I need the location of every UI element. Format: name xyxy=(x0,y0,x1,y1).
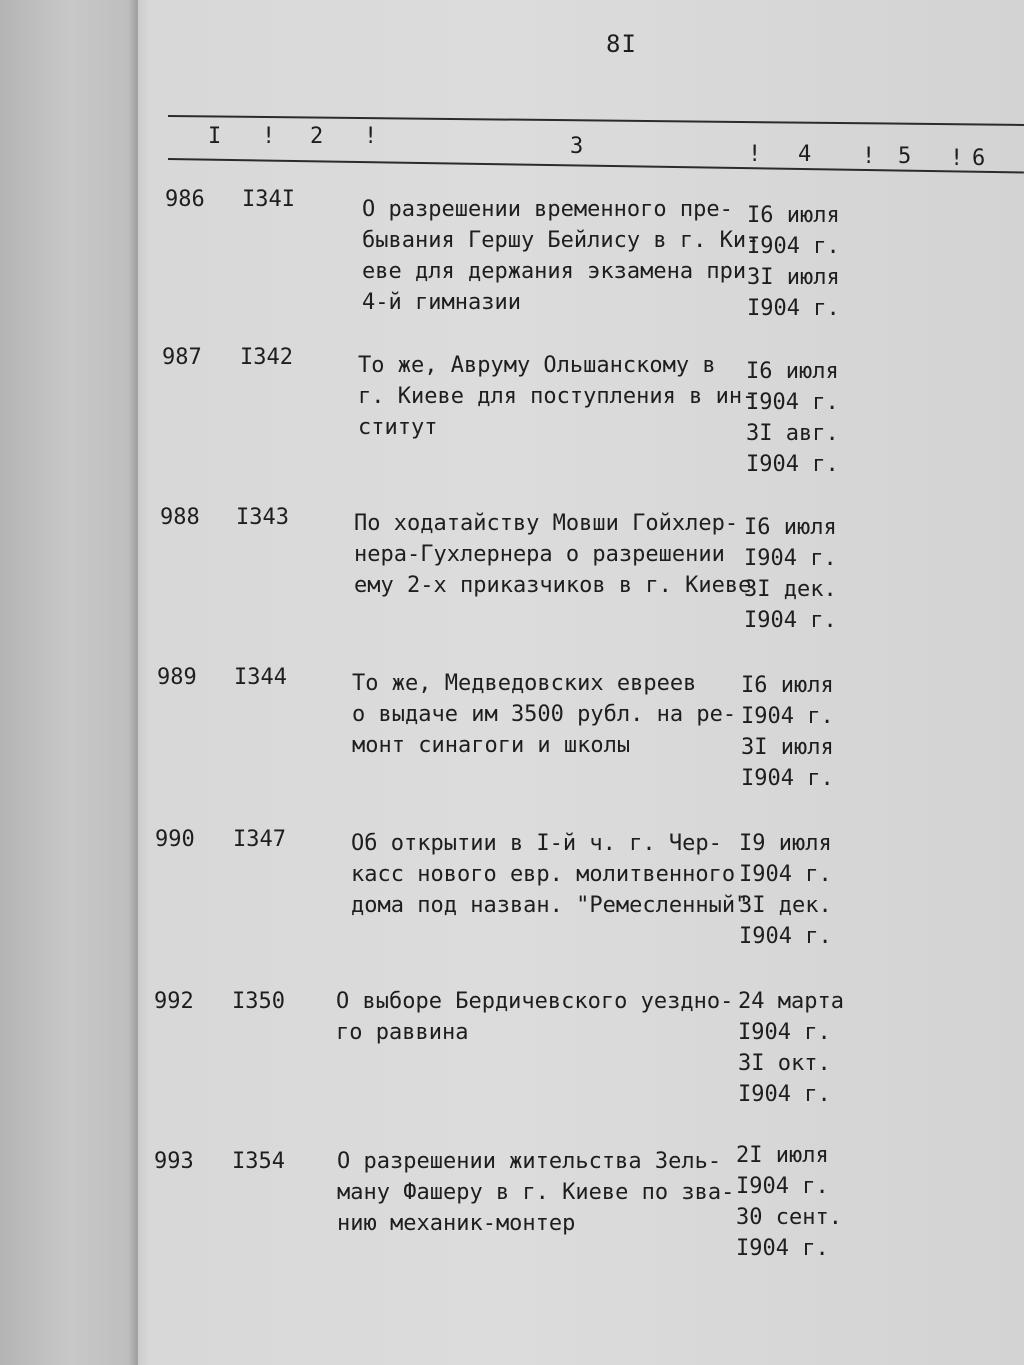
header-sep3: ! xyxy=(748,142,762,167)
description-line: бывания Гершу Бейлису в г. Ки- xyxy=(362,228,760,253)
row-code: I342 xyxy=(240,345,293,370)
date-line: I6 июля xyxy=(746,359,839,384)
header-sep2: ! xyxy=(364,124,378,149)
row-number: 988 xyxy=(160,505,200,530)
header-sep4: ! xyxy=(862,144,876,169)
row-description xyxy=(337,1146,737,1239)
date-line: I904 г. xyxy=(744,608,837,633)
date-line: I904 г. xyxy=(746,452,839,477)
description-line: То же, Авруму Ольшанскому в xyxy=(358,353,716,378)
description-line: о выдаче им 3500 рубл. на ре- xyxy=(352,702,737,727)
date-line: I904 г. xyxy=(736,1174,829,1199)
description-line: г. Киеве для поступления в ин- xyxy=(358,384,756,409)
date-line: I904 г. xyxy=(747,234,840,259)
description-line: То же, Медведовских евреев xyxy=(352,671,697,696)
description-line: 4-й гимназии xyxy=(362,290,521,315)
row-code: I350 xyxy=(232,989,285,1014)
row-description xyxy=(358,350,758,443)
description-line: дома под назван. "Ремесленный" xyxy=(351,893,749,918)
date-line: 3I июля xyxy=(747,265,840,290)
date-line: I6 июля xyxy=(744,515,837,540)
description-line: О разрешении временного пре- xyxy=(362,197,733,222)
date-line: I6 июля xyxy=(747,203,840,228)
row-description xyxy=(336,986,736,1048)
description-line: По ходатайству Мовши Гойхлер- xyxy=(354,511,739,536)
date-line: I904 г. xyxy=(741,704,834,729)
row-dates xyxy=(744,512,874,636)
row-number: 986 xyxy=(165,187,205,212)
row-dates xyxy=(738,986,868,1110)
date-line: 3I дек. xyxy=(744,577,837,602)
date-line: I904 г. xyxy=(738,1020,831,1045)
header-sep5: ! xyxy=(950,146,964,171)
description-line: О разрешении жительства Зель- xyxy=(337,1149,722,1174)
date-line: 3I июля xyxy=(741,735,834,760)
description-line: ману Фашеру в г. Киеве по зва- xyxy=(337,1180,735,1205)
description-line: ститут xyxy=(358,415,438,440)
row-dates xyxy=(741,670,871,794)
header-col4: 4 xyxy=(798,142,812,167)
date-line: I904 г. xyxy=(736,1236,829,1261)
row-code: I347 xyxy=(233,827,286,852)
row-code: I34I xyxy=(242,187,295,212)
date-line: I904 г. xyxy=(747,296,840,321)
date-line: I904 г. xyxy=(746,390,839,415)
row-description xyxy=(352,668,752,761)
header-bottom-rule xyxy=(168,158,1024,173)
description-line: О выборе Бердичевского уездно- xyxy=(336,989,734,1014)
row-description xyxy=(362,194,762,318)
description-line: ему 2-х приказчиков в г. Киеве xyxy=(354,573,752,598)
row-code: I354 xyxy=(232,1149,285,1174)
date-line: I904 г. xyxy=(744,546,837,571)
description-line: го раввина xyxy=(336,1020,469,1045)
row-code: I343 xyxy=(236,505,289,530)
date-line: 24 марта xyxy=(738,989,844,1014)
header-sep1: ! xyxy=(262,124,276,149)
description-line: еве для держания экзамена при xyxy=(362,259,747,284)
row-number: 989 xyxy=(157,665,197,690)
page-number: 8I xyxy=(606,30,637,58)
row-dates xyxy=(736,1140,866,1264)
row-description xyxy=(351,828,751,921)
description-line: касс нового евр. молитвенного xyxy=(351,862,736,887)
header-col6: 6 xyxy=(972,146,986,171)
row-number: 992 xyxy=(154,989,194,1014)
row-number: 993 xyxy=(154,1149,194,1174)
date-line: 30 сент. xyxy=(736,1205,842,1230)
date-line: I6 июля xyxy=(741,673,834,698)
header-top-rule xyxy=(168,115,1024,126)
row-dates xyxy=(746,356,876,480)
date-line: 3I дек. xyxy=(739,893,832,918)
date-line: I9 июля xyxy=(739,831,832,856)
row-number: 987 xyxy=(162,345,202,370)
row-description xyxy=(354,508,754,601)
date-line: 3I окт. xyxy=(738,1051,831,1076)
date-line: I904 г. xyxy=(739,924,832,949)
row-number: 990 xyxy=(155,827,195,852)
row-code: I344 xyxy=(234,665,287,690)
description-line: нера-Гухлернера о разрешении xyxy=(354,542,725,567)
previous-page-edge xyxy=(0,0,138,1365)
description-line: Об открытии в I-й ч. г. Чер- xyxy=(351,831,722,856)
header-col2: 2 xyxy=(310,124,324,149)
row-dates xyxy=(739,828,869,952)
header-col3: 3 xyxy=(570,134,584,159)
date-line: 2I июля xyxy=(736,1143,829,1168)
date-line: 3I авг. xyxy=(746,421,839,446)
header-col1: I xyxy=(208,124,222,149)
description-line: нию механик-монтер xyxy=(337,1211,576,1236)
header-col5: 5 xyxy=(898,144,912,169)
date-line: I904 г. xyxy=(739,862,832,887)
date-line: I904 г. xyxy=(741,766,834,791)
description-line: монт синагоги и школы xyxy=(352,733,631,758)
row-dates xyxy=(747,200,877,324)
date-line: I904 г. xyxy=(738,1082,831,1107)
